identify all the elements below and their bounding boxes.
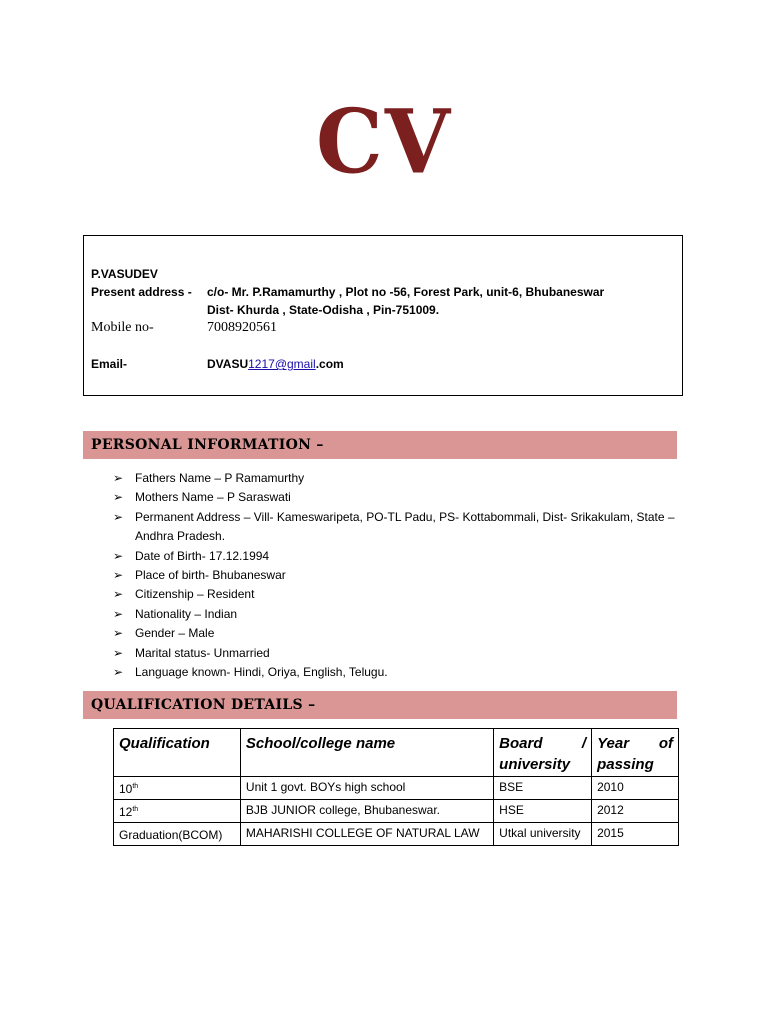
ordinal-suffix: th	[132, 806, 139, 813]
board-cell: BSE	[494, 777, 592, 800]
list-item-text: Nationality – Indian	[135, 606, 238, 621]
school-cell: Unit 1 govt. BOYs high school	[240, 777, 493, 800]
list-item-text: Place of birth- Bhubaneswar	[135, 568, 286, 583]
mobile-label: Mobile no-	[91, 320, 154, 335]
arrow-bullet-icon: ➢	[113, 606, 124, 621]
qualification-cell	[114, 823, 241, 846]
header-board-university: university	[499, 756, 571, 773]
arrow-bullet-icon: ➢	[113, 665, 124, 680]
arrow-bullet-icon: ➢	[113, 587, 124, 602]
list-item-text: Permanent Address – Vill- Kameswaripeta, PO-TL Padu, PS- Kottabommali, Dist- Srikakulam, State – Andhra Pradesh.	[135, 509, 675, 544]
list-item-text: Date of Birth- 17.12.1994	[135, 548, 270, 563]
address-line-2: Dist- Khurda , State-Odisha , Pin-751009.	[207, 303, 440, 317]
ordinal-suffix: th	[132, 783, 139, 790]
personal-information-heading: PERSONAL INFORMATION –	[83, 431, 677, 459]
qualification-value: 12	[119, 805, 133, 819]
header-year	[592, 729, 679, 777]
email-label: Email-	[91, 357, 128, 371]
address-label: Present address -	[91, 285, 192, 299]
table-row	[114, 800, 679, 823]
list-item-text: Citizenship – Resident	[135, 587, 255, 602]
page-title: CV	[315, 89, 453, 194]
header-board	[494, 729, 592, 777]
table-header-row	[114, 729, 679, 777]
list-item	[113, 644, 683, 663]
applicant-name: P.VASUDEV	[91, 267, 158, 281]
qualification-table	[113, 728, 679, 846]
list-item-text: Gender – Male	[135, 626, 215, 641]
email-link[interactable]: 1217@gmail	[248, 357, 316, 371]
list-item-text: Mothers Name – P Saraswati	[135, 490, 291, 505]
arrow-bullet-icon: ➢	[113, 548, 124, 563]
qualification-cell	[114, 777, 241, 800]
arrow-bullet-icon: ➢	[113, 568, 124, 583]
header-qualification: Qualification	[114, 729, 241, 777]
table-row	[114, 777, 679, 800]
board-cell: Utkal university	[494, 823, 592, 846]
mobile-value: 7008920561	[207, 320, 277, 335]
arrow-bullet-icon: ➢	[113, 626, 124, 641]
list-item	[113, 585, 683, 604]
table-row	[114, 823, 679, 846]
address-line-1: c/o- Mr. P.Ramamurthy , Plot no -56, Forest Park, unit-6, Bhubaneswar	[207, 285, 605, 299]
list-item	[113, 663, 683, 682]
qualification-value: Graduation(BCOM)	[119, 828, 223, 842]
contact-box	[83, 235, 683, 396]
year-cell: 2015	[592, 823, 679, 846]
list-item	[113, 566, 683, 585]
list-item	[113, 605, 683, 624]
list-item	[113, 508, 683, 547]
header-year-of: of	[658, 735, 673, 752]
header-school: School/college name	[240, 729, 493, 777]
year-cell: 2012	[592, 800, 679, 823]
arrow-bullet-icon: ➢	[113, 490, 124, 505]
list-item-text: Language known- Hindi, Oriya, English, Telugu.	[135, 665, 388, 680]
qualification-cell	[114, 800, 241, 823]
board-cell: HSE	[494, 800, 592, 823]
list-item	[113, 469, 683, 488]
header-year-word: Year	[597, 735, 630, 752]
list-item	[113, 488, 683, 507]
school-cell: BJB JUNIOR college, Bhubaneswar.	[240, 800, 493, 823]
header-board-word: Board	[499, 735, 543, 752]
school-cell: MAHARISHI COLLEGE OF NATURAL LAW	[240, 823, 493, 846]
year-cell: 2010	[592, 777, 679, 800]
list-item-text: Fathers Name – P Ramamurthy	[135, 471, 305, 485]
list-item	[113, 547, 683, 566]
email-suffix: .com	[315, 357, 344, 371]
list-item	[113, 624, 683, 643]
arrow-bullet-icon: ➢	[113, 509, 124, 524]
list-item-text: Marital status- Unmarried	[135, 645, 270, 660]
qualification-value: 10	[119, 782, 133, 796]
header-year-passing: passing	[597, 756, 654, 773]
arrow-bullet-icon: ➢	[113, 645, 124, 660]
email-value	[207, 356, 344, 372]
qualification-details-heading: QUALIFICATION DETAILS –	[83, 691, 677, 719]
personal-info-list	[113, 469, 683, 682]
header-board-slash: /	[581, 735, 587, 752]
arrow-bullet-icon: ➢	[113, 471, 124, 485]
email-prefix: DVASU	[207, 357, 249, 371]
